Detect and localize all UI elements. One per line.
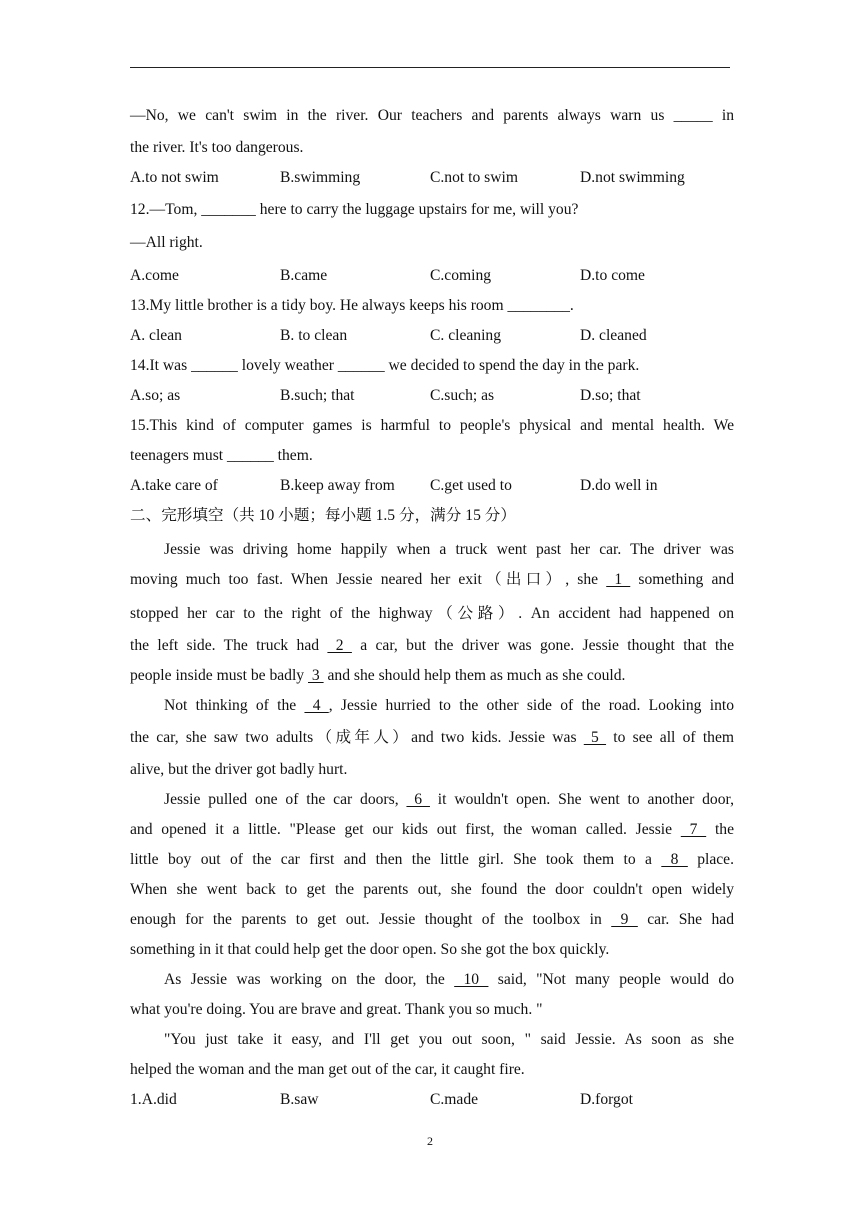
- passage-text: the: [706, 821, 735, 838]
- q15-line1: 15.This kind of computer games is harmful to people's physical and mental health. We: [130, 417, 734, 434]
- blank-2: 2: [327, 637, 352, 654]
- q14-option-a: A.so; as: [130, 387, 181, 404]
- passage-p5-line1: "You just take it easy, and I'll get you out soon, " said Jessie. As soon as she: [164, 1031, 734, 1048]
- q11-option-b: B.swimming: [280, 169, 361, 186]
- passage-text: and she should help them as much as she could.: [323, 667, 626, 684]
- passage-p3-line5: [130, 910, 734, 930]
- q12-option-a: A.come: [130, 267, 179, 284]
- blank-9: 9: [611, 911, 638, 928]
- q11-option-a: A.to not swim: [130, 169, 219, 186]
- passage-p1-line5: [130, 666, 734, 686]
- q12-option-b: B.came: [280, 267, 328, 284]
- blank-8: 8: [661, 851, 688, 868]
- passage-p1-line2: [130, 570, 734, 590]
- q14-option-b: B.such; that: [280, 387, 355, 404]
- q13-option-b: B. to clean: [280, 327, 348, 344]
- passage-p1-line3: stopped her car to the right of the highway（公路）. An accident had happened on: [130, 605, 734, 622]
- passage-p4-line2: what you're doing. You are brave and great. Thank you so much. ": [130, 1001, 543, 1018]
- q12-line1: 12.—Tom, _______ here to carry the luggage upstairs for me, will you?: [130, 201, 579, 218]
- passage-p3-line3: [130, 850, 734, 870]
- passage-p3-line6: something in it that could help get the door open. So she got the box quickly.: [130, 941, 610, 958]
- q14-line1: 14.It was ______ lovely weather ______ we decided to spend the day in the park.: [130, 357, 640, 374]
- passage-p2-line3: alive, but the driver got badly hurt.: [130, 761, 348, 778]
- cloze-q1-option-c: C.made: [430, 1091, 479, 1108]
- q12-option-d: D.to come: [580, 267, 645, 284]
- passage-text: Not thinking of the: [164, 697, 305, 714]
- passage-text: and opened it a little. "Please get our kids out first, the woman called. Jessie: [130, 821, 681, 838]
- q15-line2: teenagers must ______ them.: [130, 447, 313, 464]
- q11-option-d: D.not swimming: [580, 169, 685, 186]
- cloze-q1-option-a: 1.A.did: [130, 1091, 177, 1108]
- section-heading: 二、完形填空（共 10 小题；每小题 1.5 分，满分 15 分）: [130, 507, 516, 524]
- q12-option-c: C.coming: [430, 267, 492, 284]
- passage-p1-line4: [130, 636, 734, 656]
- passage-p5-line2: helped the woman and the man get out of the car, it caught fire.: [130, 1061, 525, 1078]
- passage-text: enough for the parents to get out. Jessie thought of the toolbox in: [130, 911, 612, 928]
- passage-p2-line2: [130, 728, 734, 748]
- blank-3: 3: [308, 667, 324, 684]
- blank-5: 5: [583, 729, 607, 746]
- passage-text: people inside must be badly: [130, 667, 308, 684]
- q11-line1: —No, we can't swim in the river. Our teachers and parents always warn us _____ in: [130, 107, 734, 124]
- passage-text: the car, she saw two adults（成年人）and two kids. Jessie was: [130, 729, 584, 746]
- page-number: 2: [427, 1134, 433, 1148]
- passage-text: said, "Not many people would do: [488, 971, 735, 988]
- blank-6: 6: [406, 791, 430, 808]
- q13-line1: 13.My little brother is a tidy boy. He always keeps his room ________.: [130, 297, 574, 314]
- passage-text: to see all of them: [606, 729, 735, 746]
- q15-option-d: D.do well in: [580, 477, 658, 494]
- passage-p3-line1: [130, 790, 734, 810]
- q15-option-b: B.keep away from: [280, 477, 395, 494]
- passage-p3-line4: When she went back to get the parents out, she found the door couldn't open widely: [130, 881, 734, 898]
- blank-7: 7: [680, 821, 707, 838]
- q13-option-d: D. cleaned: [580, 327, 647, 344]
- passage-text: little boy out of the car first and then the little girl. She took them to a: [130, 851, 662, 868]
- passage-text: place.: [687, 851, 735, 868]
- passage-p3-line2: [130, 820, 734, 840]
- q11-option-c: C.not to swim: [430, 169, 518, 186]
- blank-1: 1: [606, 571, 631, 588]
- passage-p4-line1: [130, 970, 734, 990]
- header-rule: [130, 67, 730, 68]
- blank-4: 4: [304, 697, 329, 714]
- cloze-q1-option-b: B.saw: [280, 1091, 319, 1108]
- q12-line2: —All right.: [130, 234, 203, 251]
- blank-10: 10: [454, 971, 489, 988]
- passage-p2-line1: [130, 696, 734, 716]
- passage-text: a car, but the driver was gone. Jessie thought that the: [351, 637, 734, 654]
- q14-option-d: D.so; that: [580, 387, 641, 404]
- cloze-q1-option-d: D.forgot: [580, 1091, 633, 1108]
- q13-option-c: C. cleaning: [430, 327, 502, 344]
- passage-text: moving much too fast. When Jessie neared her exit（出口）, she: [130, 571, 607, 588]
- passage-text: As Jessie was working on the door, the: [164, 971, 455, 988]
- passage-text: the left side. The truck had: [130, 637, 328, 654]
- passage-text: it wouldn't open. She went to another door,: [429, 791, 734, 808]
- passage-text: car. She had: [637, 911, 735, 928]
- passage-text: something and: [630, 571, 734, 588]
- passage-text: Jessie pulled one of the car doors,: [164, 791, 407, 808]
- q15-option-c: C.get used to: [430, 477, 512, 494]
- q11-line2: the river. It's too dangerous.: [130, 139, 304, 156]
- q14-option-c: C.such; as: [430, 387, 495, 404]
- passage-p1-line1: Jessie was driving home happily when a truck went past her car. The driver was: [164, 541, 734, 558]
- passage-text: , Jessie hurried to the other side of the road. Looking into: [328, 697, 734, 714]
- q13-option-a: A. clean: [130, 327, 182, 344]
- q15-option-a: A.take care of: [130, 477, 218, 494]
